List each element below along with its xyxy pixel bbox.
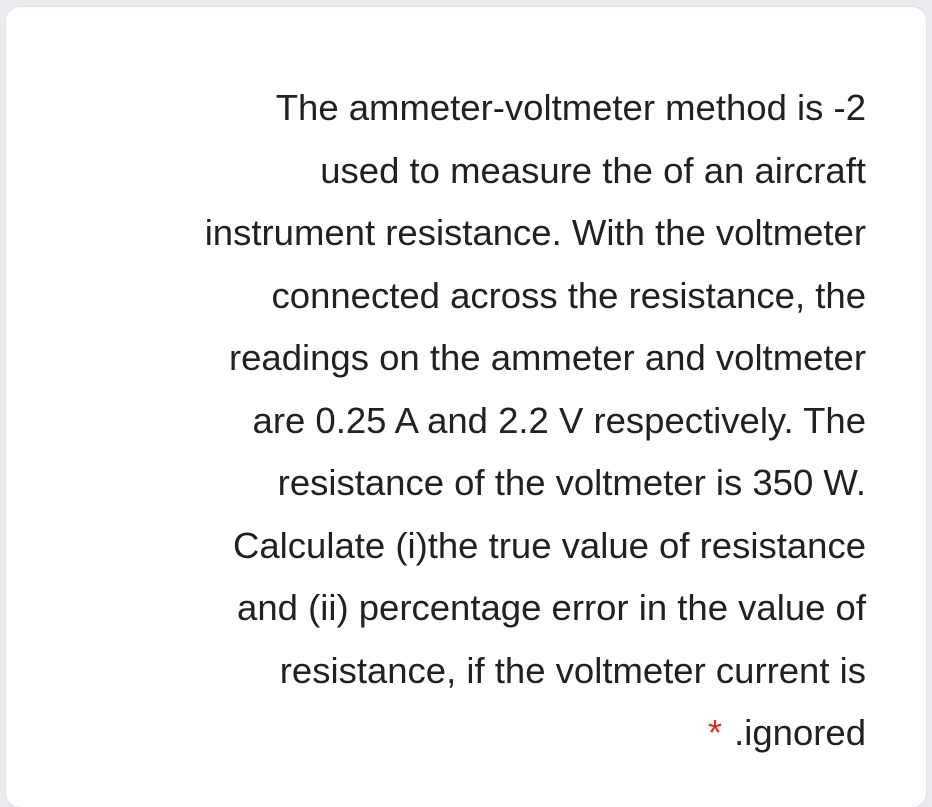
question-line: resistance of the voltmeter is 350 W. <box>277 462 866 503</box>
question-line: Calculate (i)the true value of resistance <box>233 524 866 566</box>
question-line: The ammeter-voltmeter method is -2 <box>275 87 866 128</box>
question-line: are 0.25 A and 2.2 V respectively. The <box>252 399 866 441</box>
question-line: connected across the resistance, the <box>271 274 866 316</box>
question-line: and (ii) percentage error in the value of <box>237 587 866 628</box>
question-last-line <box>6 702 866 765</box>
question-line-end: .ignored <box>734 712 866 753</box>
question-line: readings on the ammeter and voltmeter <box>228 337 866 378</box>
question-line: resistance, if the voltmeter current is <box>279 649 866 691</box>
required-asterisk-icon: * <box>707 712 723 753</box>
question-text <box>6 77 866 765</box>
question-card <box>6 7 926 807</box>
question-line: used to measure the of an aircraft <box>320 149 866 191</box>
question-line: instrument resistance. With the voltmeter <box>204 212 866 253</box>
